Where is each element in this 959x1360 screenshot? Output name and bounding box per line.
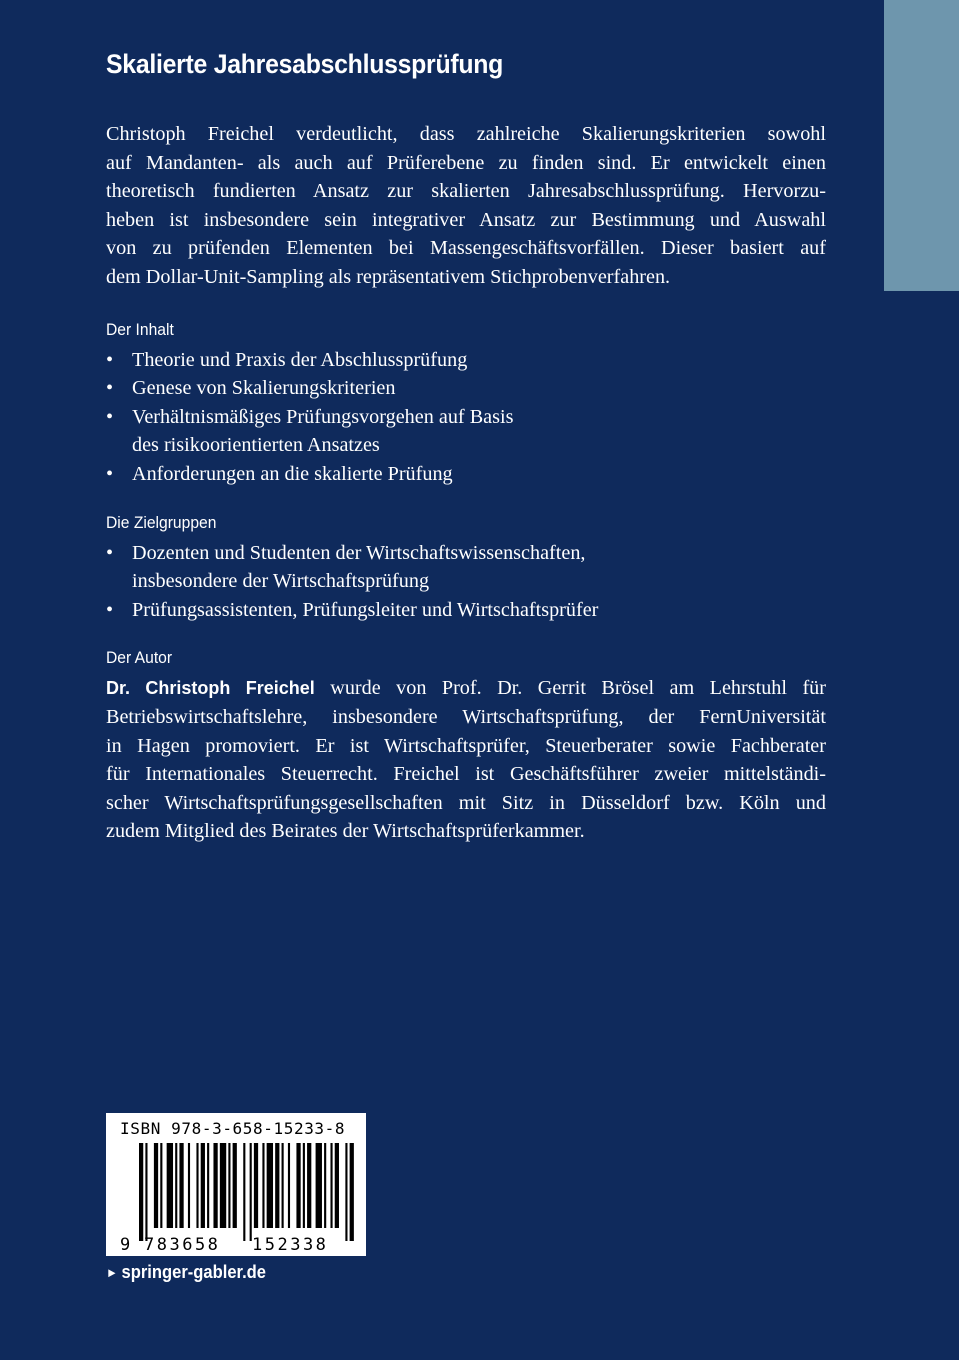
barcode-digits: 783658 bbox=[144, 1235, 221, 1255]
intro-line: von zu prüfenden Elementen bei Massengeschäftsvorfällen. Dieser basiert auf bbox=[106, 237, 826, 260]
author-paragraph bbox=[106, 674, 826, 846]
author-name: Dr. Christoph Freichel bbox=[106, 678, 315, 699]
barcode-digits: 9 bbox=[120, 1235, 133, 1255]
back-cover-content bbox=[106, 44, 826, 870]
author-line: in Hagen promoviert. Er ist Wirtschaftsprüfer, Steuerberater sowie Fachberater bbox=[106, 734, 826, 757]
author-line: zudem Mitglied des Beirates der Wirtschaftsprüferkammer. bbox=[106, 820, 585, 843]
list-item-text: Verhältnismäßiges Prüfungsvorgehen auf Basis bbox=[132, 405, 514, 428]
section-heading-autor: Der Autor bbox=[106, 648, 173, 668]
barcode-bar bbox=[296, 1143, 300, 1228]
barcode-bar bbox=[213, 1143, 217, 1228]
bullet-icon: • bbox=[106, 541, 114, 564]
list-item bbox=[106, 460, 826, 489]
barcode-bar bbox=[254, 1143, 258, 1228]
isbn-label: ISBN 978-3-658-15233-8 bbox=[120, 1119, 346, 1138]
barcode-bar bbox=[316, 1143, 322, 1228]
bullet-icon: • bbox=[106, 377, 114, 400]
barcode-digits: 152338 bbox=[252, 1235, 329, 1255]
list-item-text: des risikoorientierten Ansatzes bbox=[132, 434, 380, 457]
bullet-icon: • bbox=[106, 598, 114, 621]
barcode-bar bbox=[220, 1143, 226, 1228]
barcode-bar bbox=[250, 1143, 252, 1241]
accent-bar bbox=[884, 0, 959, 291]
barcode-bar bbox=[262, 1143, 264, 1228]
barcode-bar bbox=[307, 1143, 311, 1228]
barcode-bar bbox=[175, 1143, 177, 1228]
list-item bbox=[106, 374, 826, 403]
intro-paragraph bbox=[106, 120, 826, 292]
list-item-text: Prüfungsassistenten, Prüfungsleiter und Wirtschaftsprüfer bbox=[132, 598, 599, 621]
barcode-bar bbox=[345, 1143, 347, 1241]
intro-line: theoretisch fundierten Ansatz zur skalierten Jahresabschlussprüfung. Hervorzu- bbox=[106, 180, 826, 203]
barcode-bar bbox=[324, 1143, 326, 1228]
barcode-bar bbox=[201, 1143, 205, 1228]
barcode-bar bbox=[350, 1143, 354, 1241]
barcode-bar bbox=[139, 1143, 143, 1241]
arrow-right-icon: ► bbox=[106, 1265, 118, 1280]
zielgruppen-list bbox=[106, 539, 826, 625]
list-item-text: insbesondere der Wirtschaftsprüfung bbox=[132, 570, 430, 593]
author-line: Betriebswirtschaftslehre, insbesondere Wirtschaftsprüfung, der FernUniversität bbox=[106, 705, 826, 728]
barcode-bar bbox=[154, 1143, 158, 1228]
section-heading-zielgruppen: Die Zielgruppen bbox=[106, 512, 217, 532]
barcode-bar bbox=[282, 1143, 284, 1228]
barcode-bar bbox=[288, 1143, 290, 1228]
barcode-bar bbox=[188, 1143, 190, 1228]
bullet-icon: • bbox=[106, 405, 114, 428]
intro-line: dem Dollar-Unit-Sampling als repräsentativem Stichprobenverfahren. bbox=[106, 265, 671, 288]
list-item-text: Anforderungen an die skalierte Prüfung bbox=[132, 462, 453, 485]
barcode-bar bbox=[207, 1143, 209, 1228]
intro-line: heben ist insbesondere sein integrativer Ansatz zur Bestimmung und Auswahl bbox=[106, 208, 826, 231]
publisher-link[interactable] bbox=[106, 1262, 266, 1283]
isbn-barcode bbox=[106, 1113, 366, 1256]
bullet-icon: • bbox=[106, 462, 114, 485]
book-title: Skalierte Jahresabschlussprüfung bbox=[106, 49, 504, 79]
publisher-link-text: springer-gabler.de bbox=[121, 1262, 267, 1282]
list-item bbox=[106, 539, 826, 596]
barcode-bar bbox=[228, 1143, 230, 1228]
barcode-bar bbox=[179, 1143, 183, 1228]
barcode-bar bbox=[330, 1143, 332, 1228]
barcode-bar bbox=[160, 1143, 162, 1228]
author-line: scher Wirtschaftsprüfungsgesellschaften mit Sitz in Düsseldorf bzw. Köln und bbox=[106, 791, 826, 814]
author-first-line bbox=[106, 674, 826, 703]
list-item-text: Genese von Skalierungskriterien bbox=[132, 377, 396, 400]
intro-line: Christoph Freichel verdeutlicht, dass zahlreiche Skalierungskriterien sowohl bbox=[106, 123, 826, 145]
barcode-bar bbox=[145, 1143, 147, 1241]
barcode-bar bbox=[196, 1143, 198, 1228]
list-item-text: Dozenten und Studenten der Wirtschaftswissenschaften, bbox=[132, 541, 586, 564]
barcode-bar bbox=[233, 1143, 237, 1228]
bullet-icon: • bbox=[106, 348, 114, 371]
list-item bbox=[106, 403, 826, 460]
intro-line: auf Mandanten- als auch auf Prüferebene zu finden sind. Er entwickelt einen bbox=[106, 151, 826, 174]
author-first-line-text: wurde von Prof. Dr. Gerrit Brösel am Lehrstuhl für bbox=[314, 677, 826, 700]
inhalt-list bbox=[106, 346, 826, 489]
barcode-bar bbox=[243, 1143, 245, 1241]
barcode-bar bbox=[167, 1143, 173, 1228]
barcode-graphic bbox=[106, 1113, 366, 1256]
barcode-bar bbox=[303, 1143, 305, 1228]
barcode-bar bbox=[335, 1143, 339, 1228]
list-item bbox=[106, 346, 826, 375]
list-item-text: Theorie und Praxis der Abschlussprüfung bbox=[132, 348, 468, 371]
list-item bbox=[106, 596, 826, 625]
section-heading-inhalt: Der Inhalt bbox=[106, 319, 174, 339]
barcode-bar bbox=[275, 1143, 279, 1228]
author-line: für Internationales Steuerrecht. Freichel ist Geschäftsführer zweier mittelständi- bbox=[106, 763, 826, 786]
barcode-bar bbox=[267, 1143, 273, 1228]
